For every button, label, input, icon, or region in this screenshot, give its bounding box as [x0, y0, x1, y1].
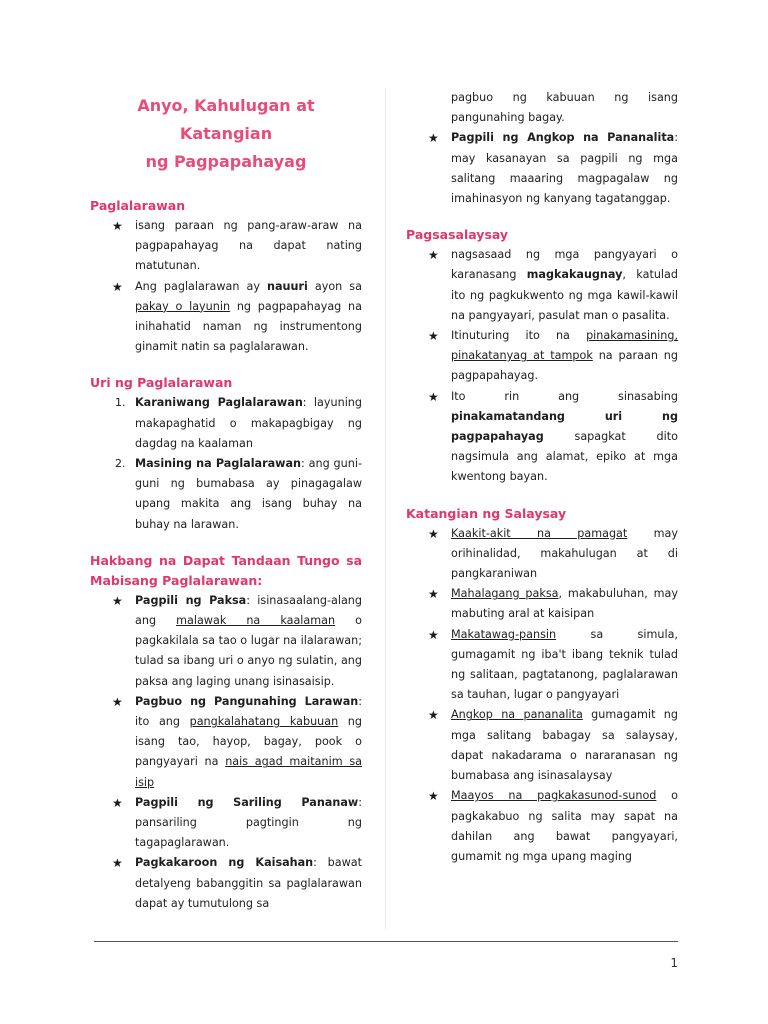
star-icon: ★: [112, 856, 123, 871]
list-item: ★ Makatawag-pansin sa simula, gumagamit ng iba't ibang teknik tulad ng salitaan, pagtatanong, paglalarawan sa tauhan, lugar o pangyayari: [406, 625, 678, 706]
star-icon: ★: [112, 279, 123, 294]
star-icon: ★: [112, 795, 123, 810]
column-divider: [385, 88, 386, 930]
list-item: ★ Ito rin ang sinasabing pinakamatandang uri ng pagpapahayag sapagkat dito nagsimula ang alamat, epiko at mga kwentong bayan.: [406, 387, 678, 488]
list-item: 2. Masining na Paglalarawan: ang guni-guni ng bumabasa ay pinagagalaw upang makita ang isang buhay na buhay na larawan.: [90, 454, 362, 535]
list-item: ★ Ang paglalarawan ay nauuri ayon sa pakay o layunin ng pagpapahayag na inihahatid naman ng instrumentong ginamit natin sa paglalarawan.: [90, 277, 362, 358]
heading-paglalarawan: Paglalarawan: [90, 198, 186, 213]
star-icon: ★: [428, 389, 439, 404]
list-item: ★ Pagpili ng Sariling Pananaw: pansariling pagtingin ng tagapaglarawan.: [90, 793, 362, 854]
list-item: ★ Angkop na pananalita gumagamit ng mga salitang babagay sa salaysay, dapat nakadarama o nararanasan ng bumabasa ang isinasalaysay: [406, 705, 678, 786]
right-column: [406, 88, 678, 867]
list-item: 1. Karaniwang Paglalarawan: layuning makapaghatid o makapagbigay ng dagdag na kaalaman: [90, 393, 362, 454]
star-icon: ★: [428, 587, 439, 602]
list-item: ★ Pagbuo ng Pangunahing Larawan: ito ang pangkalahatang kabuuan ng isang tao, hayop, bagay, pook o pangyayari na nais agad maitanim sa isip: [90, 692, 362, 793]
star-icon: ★: [428, 329, 439, 344]
list-item: ★ nagsasaad ng mga pangyayari o karanasang magkakaugnay, katulad ito ng pagkukwento ng mga kawil-kawil na pangyayari, pasulat man o pasalita.: [406, 245, 678, 326]
star-icon: ★: [428, 708, 439, 723]
list-number: 2.: [115, 457, 126, 471]
continued-text: pagbuo ng kabuuan ng isang pangunahing bagay.: [451, 91, 678, 125]
katangian-list: [406, 524, 678, 867]
paglalarawan-list: [90, 216, 362, 357]
footer-rule: [94, 941, 678, 942]
hakbang-list: [90, 591, 362, 914]
heading-pagsasalaysay: Pagsasalaysay: [406, 227, 509, 243]
star-icon: ★: [112, 593, 123, 608]
star-icon: ★: [428, 627, 439, 642]
heading-hakbang: Hakbang na Dapat Tandaan Tungo sa Mabisang Paglalarawan:: [90, 552, 362, 588]
list-item: ★ Pagkakaroon ng Kaisahan: bawat detalyeng babanggitin sa paglalarawan dapat ay tumutulong sa: [90, 853, 362, 914]
heading-uri-ng-paglalarawan: Uri ng Paglalarawan: [90, 375, 233, 391]
list-number: 1.: [115, 396, 126, 410]
list-item: ★ isang paraan ng pang-araw-araw na pagpapahayag na dapat nating matutunan.: [90, 216, 362, 277]
list-item: ★ Pagpili ng Angkop na Pananalita: may kasanayan sa pagpili ng mga salitang maaaring magpagalaw ng imahinasyon ng kanyang tagatanggap.: [406, 128, 678, 209]
uri-list: [90, 393, 362, 534]
star-icon: ★: [428, 248, 439, 263]
list-item: ★ Maayos na pagkakasunod-sunod o pagkakabuo ng salita may sapat na dahilan ang bawat pangyayari, gumamit ng mga upang maging: [406, 786, 678, 867]
star-icon: ★: [428, 526, 439, 541]
pagsasalaysay-list: [406, 245, 678, 487]
list-item: ★ Mahalagang paksa, makabuluhan, may mabuting aral at kaisipan: [406, 584, 678, 624]
list-item: ★ Kaakit-akit na pamagat may orihinalidad, makahulugan at di pangkaraniwan: [406, 524, 678, 585]
star-icon: ★: [428, 789, 439, 804]
star-icon: ★: [428, 131, 439, 146]
star-icon: ★: [112, 694, 123, 709]
list-item: ★ Pagpili ng Paksa: isinasaalang-alang ang malawak na kaalaman o pagkakilala sa tao o lugar na ilalarawan; tulad sa ibang uri o anyo ng sulatin, ang paksa ang laging unang isinasaisip.: [90, 591, 362, 692]
left-column: [90, 88, 362, 914]
hakbang-list-continued: [406, 128, 678, 209]
star-icon: ★: [112, 219, 123, 233]
list-item: ★ Itinuturing ito na pinakamasining, pinakatanyag at tampok na paraan ng pagpapahayag.: [406, 326, 678, 387]
page-number: 1: [670, 956, 678, 970]
document-title: Anyo, Kahulugan at Katangian ng Pagpapahayag: [137, 96, 315, 171]
heading-katangian-ng-salaysay: Katangian ng Salaysay: [406, 505, 567, 521]
